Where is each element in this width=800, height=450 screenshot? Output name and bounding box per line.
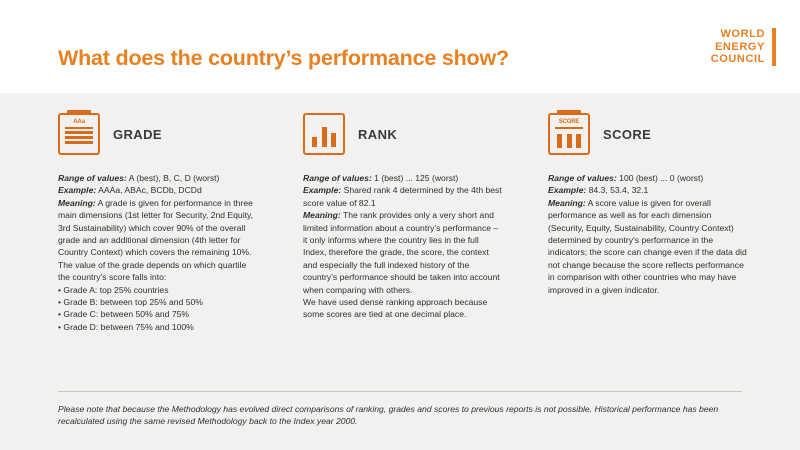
rank-range: Range of values: 1 (best) ... 125 (worst) — [303, 173, 459, 183]
column-score-title: SCORE — [603, 126, 652, 142]
footnote-divider — [58, 391, 742, 392]
score-card-icon — [548, 113, 590, 155]
column-grade-title: GRADE — [113, 126, 162, 142]
grade-certificate-icon — [58, 113, 100, 155]
grade-bullet-b: • Grade B: between top 25% and 50% — [58, 297, 203, 308]
column-rank-body — [303, 172, 503, 321]
logo-text — [711, 28, 772, 66]
grade-meaning: Meaning: A grade is given for performance in three main dimensions (1st letter for Security, 2nd Equity, 3rd Sustainability) which cover 90% of the overall grade and an additional dimension (4th letter for Country Context) which covers the remaining 10%. The value of the grade depends on which quartile the country’s score falls into: — [58, 197, 254, 283]
column-score-body — [548, 172, 748, 296]
slide-header — [0, 0, 800, 93]
grade-icon-lines — [65, 131, 93, 148]
grade-bullet-c: • Grade C: between 50% and 75% — [58, 309, 190, 320]
score-range: Range of values: 100 (best) ... 0 (worst) — [548, 173, 704, 183]
rank-bars-icon — [303, 113, 345, 155]
world-energy-council-logo — [711, 28, 776, 66]
column-rank-title: RANK — [358, 126, 398, 142]
logo-line-3: COUNCIL — [710, 53, 765, 65]
column-grade — [58, 111, 258, 333]
rank-meaning: Meaning: The rank provides only a very short and limited information about a country’s performance – it only informs where the country lies in the full Index, therefore the grade, the score, the context and especially the full indexed history of the country’s performance should be taken into account when comparing with others. — [303, 210, 500, 295]
score-example: Example: 84.3, 53.4, 32.1 — [548, 185, 649, 196]
content-panel — [0, 93, 800, 450]
score-icon-bars — [557, 134, 581, 148]
score-meaning: Meaning: A score value is given for overall performance as well as for each dimension (Security, Equity, Sustainability, Country Context) determined by country’s performance in the indicators; the score can change even if the data did not change because the score reflects performance in comparison with other countries who may have improved in a given indicator. — [548, 197, 747, 295]
page-title: What does the country’s performance show? — [58, 46, 509, 70]
score-icon-caption: SCORE — [558, 119, 580, 125]
logo-accent-bar — [772, 28, 776, 66]
grade-range: Range of values: A (best), B, C, D (worst) — [58, 173, 220, 183]
score-icon-rule — [555, 127, 583, 129]
rank-icon-bars — [312, 127, 336, 147]
logo-line-2: ENERGY — [714, 40, 765, 53]
grade-icon-rule — [65, 127, 93, 129]
logo-line-1: WORLD — [720, 28, 765, 40]
column-rank — [303, 111, 503, 333]
grade-example: Example: AAAa, ABAc, BCDb, DCDd — [58, 185, 202, 196]
column-grade-body — [58, 172, 258, 333]
grade-icon-caption: AAa — [73, 119, 85, 125]
column-grade-header — [58, 111, 258, 157]
grade-bullet-a: • Grade A: top 25% countries — [58, 284, 169, 295]
column-score — [548, 111, 748, 333]
rank-note: We have used dense ranking approach because some scores are tied at one decimal place. — [303, 297, 488, 320]
grade-icon-cap — [67, 110, 91, 114]
footnote-text: Please note that because the Methodology has evolved direct comparisons of ranking, grades and scores to previous reports is not possible. Historical performance has been recalculated using the same revised Methodology back to the Index year 2000. — [58, 404, 719, 427]
grade-bullet-d: • Grade D: between 75% and 100% — [58, 321, 194, 332]
column-score-header — [548, 111, 748, 157]
score-icon-cap — [557, 110, 581, 114]
rank-example: Example: Shared rank 4 determined by the 4th best score value of 82.1 — [303, 185, 502, 208]
column-rank-header — [303, 111, 503, 157]
definition-columns — [58, 111, 748, 333]
